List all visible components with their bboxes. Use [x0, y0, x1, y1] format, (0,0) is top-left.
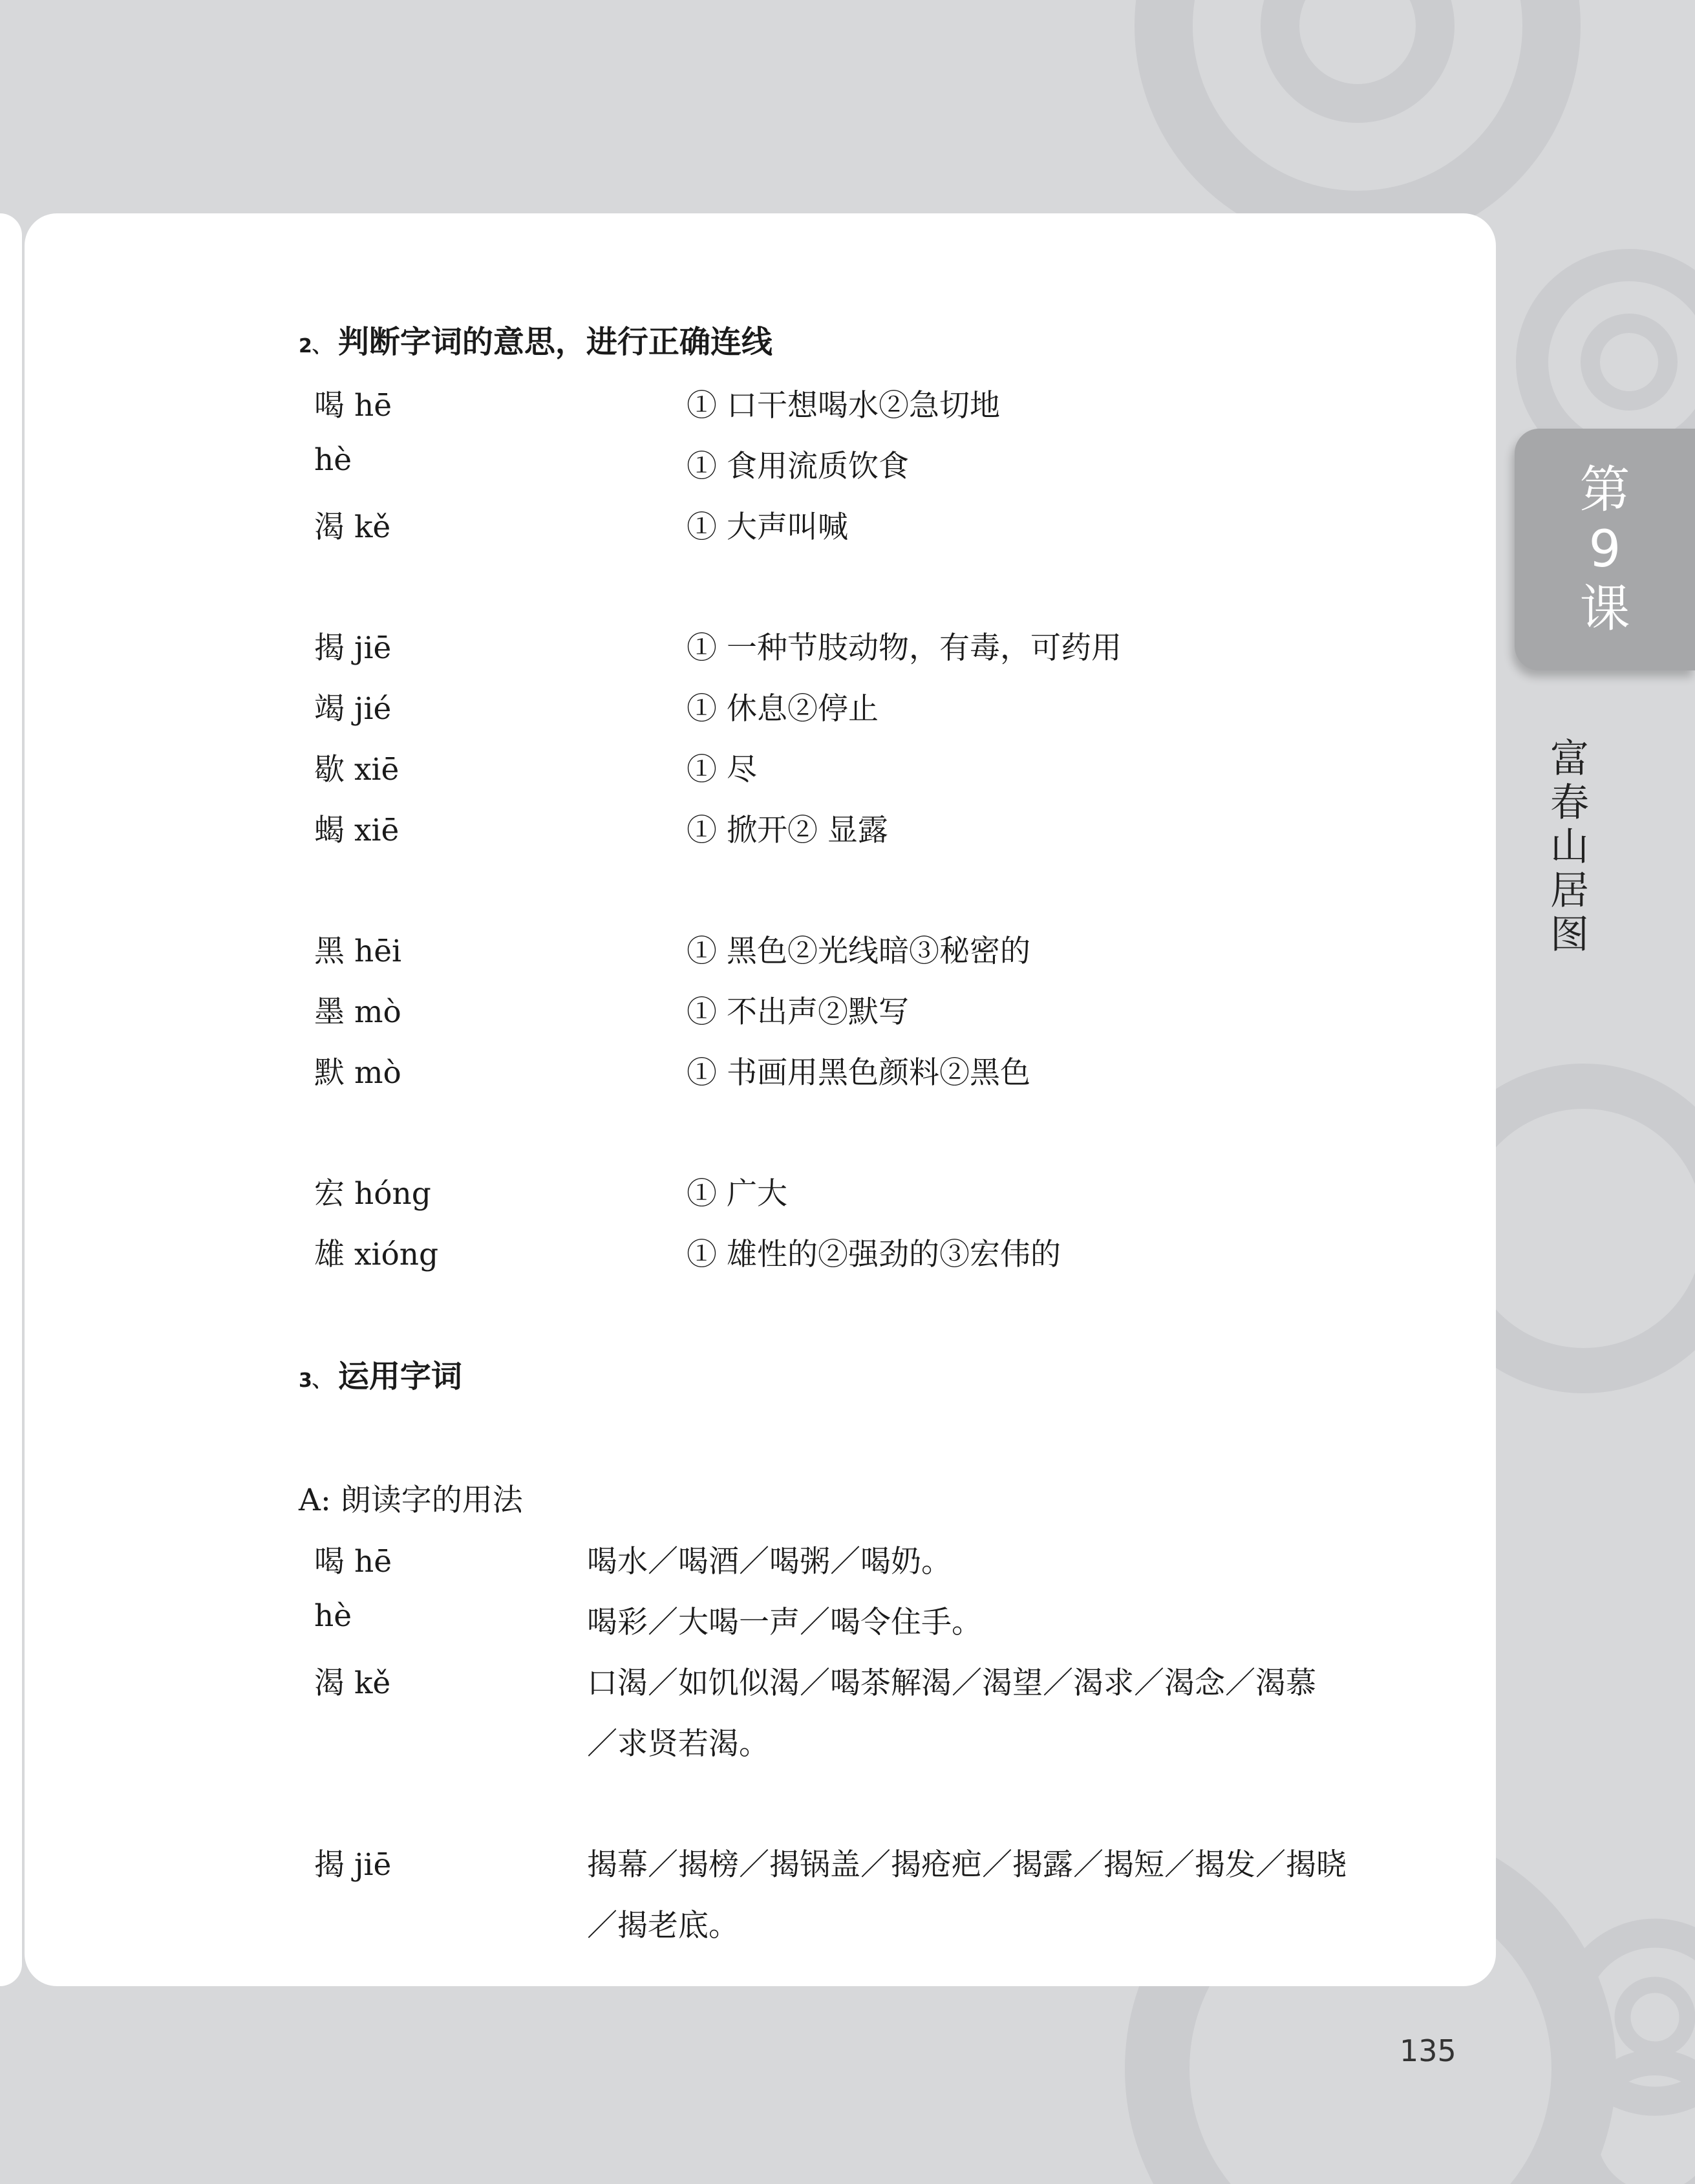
- usage-subheading: A: 朗读字的用法: [299, 1483, 523, 1518]
- usage-examples-continued: ／揭老底。: [587, 1908, 739, 1943]
- match-meaning: ① 口干想喝水②急切地: [687, 388, 1000, 423]
- lesson-tab: [1515, 429, 1695, 670]
- usage-examples: 喝水／喝酒／喝粥／喝奶。: [587, 1544, 952, 1579]
- match-word: 揭 jiē: [314, 630, 392, 666]
- lesson-title-char: 居: [1550, 868, 1589, 914]
- usage-examples-continued: ／求贤若渴。: [587, 1726, 769, 1762]
- match-meaning: ① 不出声②默写: [687, 994, 909, 1030]
- lesson-tab-char: 第: [1579, 461, 1630, 519]
- match-meaning: ① 黑色②光线暗③秘密的: [687, 934, 1030, 969]
- usage-word: 揭 jiē: [314, 1847, 392, 1883]
- lesson-title-char: 春: [1550, 780, 1589, 826]
- match-meaning: ① 书画用黑色颜料②黑色: [687, 1055, 1030, 1091]
- match-word: 喝 hē: [314, 388, 392, 423]
- match-meaning: ① 大声叫喊: [687, 509, 848, 545]
- lesson-title-char: 富: [1550, 736, 1589, 782]
- match-meaning: ① 尽: [687, 752, 757, 787]
- page-edge-tab: [0, 213, 22, 1986]
- lesson-title-char: 山: [1550, 824, 1589, 870]
- section-2-title: 判断字词的意思，进行正确连线: [337, 324, 773, 360]
- match-meaning: ① 食用流质饮食: [687, 449, 909, 484]
- match-word: 渴 kě: [314, 509, 391, 545]
- match-word: 墨 mò: [314, 994, 401, 1030]
- usage-word: 渴 kě: [314, 1665, 391, 1701]
- match-meaning: ① 雄性的②强劲的③宏伟的: [687, 1237, 1061, 1272]
- match-word: hè: [314, 442, 352, 478]
- lesson-tab-char: 课: [1579, 580, 1630, 638]
- section-2-heading: [299, 317, 773, 361]
- match-word: 默 mò: [314, 1055, 401, 1091]
- match-meaning: ① 掀开② 显露: [687, 813, 888, 848]
- lesson-title-vertical: [1544, 737, 1595, 957]
- section-3-title: 运用字词: [337, 1358, 462, 1395]
- match-meaning: ① 一种节肢动物，有毒，可药用: [687, 630, 1122, 666]
- match-meaning: ① 休息②停止: [687, 691, 879, 727]
- match-word: 竭 jié: [314, 691, 392, 727]
- lesson-title-char: 图: [1550, 912, 1589, 958]
- usage-word: hè: [314, 1598, 352, 1634]
- usage-examples: 揭幕／揭榜／揭锅盖／揭疮疤／揭露／揭短／揭发／揭晓: [587, 1847, 1347, 1883]
- page-number: 135: [1400, 2033, 1456, 2068]
- lesson-tab-char: 9: [1588, 520, 1621, 579]
- match-meaning: ① 广大: [687, 1176, 787, 1212]
- usage-examples: 口渴／如饥似渴／喝茶解渴／渴望／渴求／渴念／渴慕: [587, 1665, 1316, 1701]
- section-3-number: 3、: [299, 1369, 332, 1392]
- usage-word: 喝 hē: [314, 1544, 392, 1579]
- match-word: 歇 xiē: [314, 752, 400, 787]
- section-3-heading: [299, 1351, 462, 1396]
- usage-examples: 喝彩／大喝一声／喝令住手。: [587, 1605, 982, 1640]
- match-word: 宏 hóng: [314, 1176, 431, 1212]
- match-word: 雄 xióng: [314, 1237, 439, 1272]
- section-2-number: 2、: [299, 335, 332, 358]
- match-word: 黑 hēi: [314, 934, 402, 969]
- match-word: 蝎 xiē: [314, 813, 400, 848]
